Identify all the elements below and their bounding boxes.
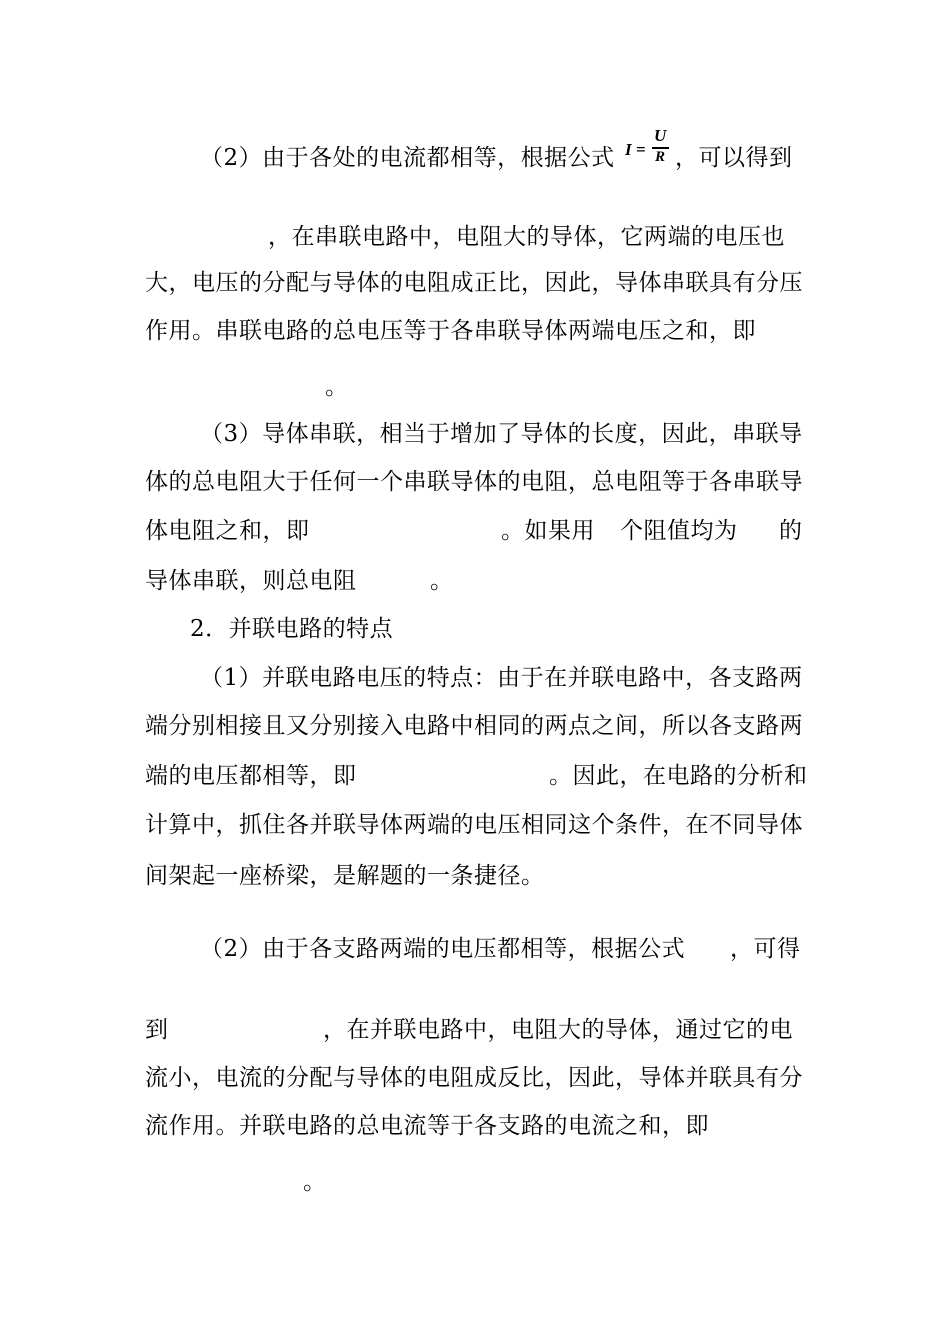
text-segment: 。因此，在电路的分析和 (549, 763, 808, 789)
text-segment: （3）导体串联，相当于增加了导体的长度，因此，串联导 (200, 421, 803, 447)
text-segment: 。 (303, 1169, 327, 1195)
text-segment: 个阻值均为 (620, 518, 738, 544)
text-segment: 。如果用 (501, 518, 595, 544)
text-segment: 。 (430, 568, 454, 594)
text-segment: 流小，电流的分配与导体的电阻成反比，因此，导体并联具有分 (145, 1065, 803, 1091)
ohms-law-formula (625, 128, 673, 174)
formula-denominator: R (655, 149, 666, 165)
text-segment: 端的电压都相等，即 (145, 763, 357, 789)
text-segment: ，在并联电路中，电阻大的导体，通过它的电 (323, 1017, 793, 1043)
text-segment: 。 (325, 374, 349, 400)
text-segment: 到 (145, 1017, 169, 1043)
text-segment: （2）由于各处的电流都相等，根据公式 (200, 145, 615, 171)
text-segment: 间架起一座桥梁，是解题的一条捷径。 (145, 863, 545, 889)
text-segment: 体的总电阻大于任何一个串联导体的电阻，总电阻等于各串联导 (145, 469, 803, 495)
text-segment: 2．并联电路的特点 (190, 616, 394, 642)
text-segment: 大，电压的分配与导体的电阻成正比，因此，导体串联具有分压 (145, 270, 803, 296)
text-segment: ，可以得到 (675, 145, 793, 171)
text-segment: ，在串联电路中，电阻大的导体，它两端的电压也 (268, 224, 785, 250)
text-segment: 端分别相接且又分别接入电路中相同的两点之间，所以各支路两 (145, 713, 803, 739)
text-segment: 的 (779, 518, 803, 544)
text-segment: ，可得 (730, 936, 801, 962)
text-segment: （2）由于各支路两端的电压都相等，根据公式 (200, 936, 686, 962)
formula-numerator: U (654, 126, 667, 145)
text-segment: 流作用。并联电路的总电流等于各支路的电流之和，即 (145, 1113, 709, 1139)
text-segment: （1）并联电路电压的特点：由于在并联电路中，各支路两 (200, 665, 803, 691)
text-segment: 计算中，抓住各并联导体两端的电压相同这个条件，在不同导体 (145, 812, 803, 838)
text-segment: 导体串联，则总电阻 (145, 568, 357, 594)
text-segment: 作用。串联电路的总电压等于各串联导体两端电压之和，即 (145, 318, 756, 344)
text-segment: 体电阻之和，即 (145, 518, 310, 544)
formula-lhs: I = (625, 140, 646, 159)
